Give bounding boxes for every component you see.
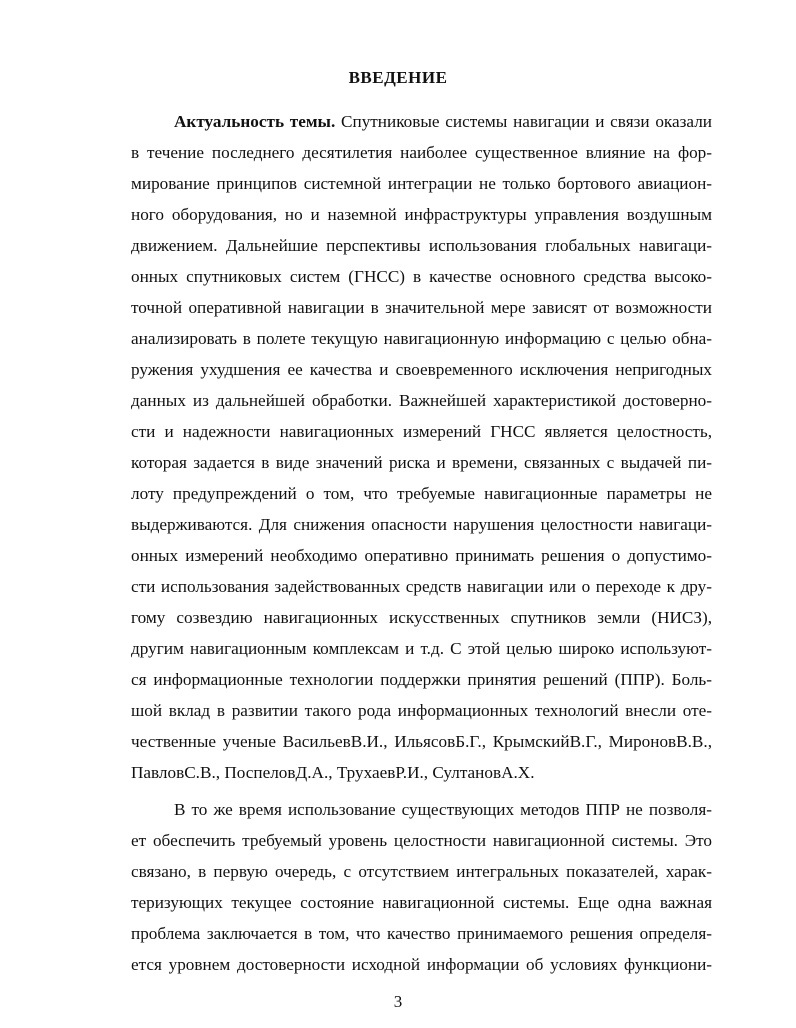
text-line: которая задается в виде значений риска и времени, связанных с выдачей пи- <box>131 453 712 472</box>
page-number: 3 <box>393 992 403 1011</box>
text-line: ся информационные технологии поддержки принятия решений (ППР). Боль- <box>131 670 712 689</box>
text-line: ружения ухудшения ее качества и своевременного исключения непригодных <box>131 360 712 379</box>
text-line: сти и надежности навигационных измерений ГНСС является целостность, <box>131 422 712 441</box>
text-line: чественные ученые ВасильевВ.И., ИльясовБ.Г., КрымскийВ.Г., МироновВ.В., <box>131 732 712 751</box>
paragraph-1-line-1-text: Спутниковые системы навигации и связи оказали <box>335 112 712 131</box>
text-line: шой вклад в развитии такого рода информационных технологий внесли оте- <box>131 701 712 720</box>
text-line: ет обеспечить требуемый уровень целостности навигационной системы. Это <box>131 831 712 850</box>
text-line: данных из дальнейшей обработки. Важнейшей характеристикой достоверно- <box>131 391 712 410</box>
paragraph-2-line-1: В то же время использование существующих методов ППР не позволя- <box>174 800 712 819</box>
section-heading: ВВЕДЕНИЕ <box>348 68 448 87</box>
text-line: ного оборудования, но и наземной инфраструктуры управления воздушным <box>131 205 712 224</box>
text-line: связано, в первую очередь, с отсутствием интегральных показателей, харак- <box>131 862 712 881</box>
text-line: онных измерений необходимо оперативно принимать решения о допустимо- <box>131 546 712 565</box>
text-line: другим навигационным комплексам и т.д. С этой целью широко используют- <box>131 639 712 658</box>
text-line: онных спутниковых систем (ГНСС) в качестве основного средства высоко- <box>131 267 712 286</box>
text-line: выдерживаются. Для снижения опасности нарушения целостности навигаци- <box>131 515 712 534</box>
paragraph-lead: Актуальность темы. <box>174 112 336 131</box>
paragraph-1-line-1 <box>174 112 712 132</box>
text-line: гому созвездию навигационных искусственных спутников земли (НИСЗ), <box>131 608 712 627</box>
text-line: теризующих текущее состояние навигационной системы. Еще одна важная <box>131 893 712 912</box>
text-line-last: ПавловС.В., ПоспеловД.А., ТрухаевР.И., СултановА.Х. <box>131 763 535 782</box>
text-line: точной оперативной навигации в значительной мере зависят от возможности <box>131 298 712 317</box>
text-line: движением. Дальнейшие перспективы использования глобальных навигаци- <box>131 236 712 255</box>
text-line: в течение последнего десятилетия наиболее существенное влияние на фор- <box>131 143 712 162</box>
text-line: анализировать в полете текущую навигационную информацию с целью обна- <box>131 329 712 348</box>
text-line: сти использования задействованных средств навигации или о переходе к дру- <box>131 577 712 596</box>
text-line: мирование принципов системной интеграции не только бортового авиацион- <box>131 174 712 193</box>
text-line: лоту предупреждений о том, что требуемые навигационные параметры не <box>131 484 712 503</box>
text-line: ется уровнем достоверности исходной информации об условиях функциони- <box>131 955 712 974</box>
text-line: проблема заключается в том, что качество принимаемого решения определя- <box>131 924 712 943</box>
